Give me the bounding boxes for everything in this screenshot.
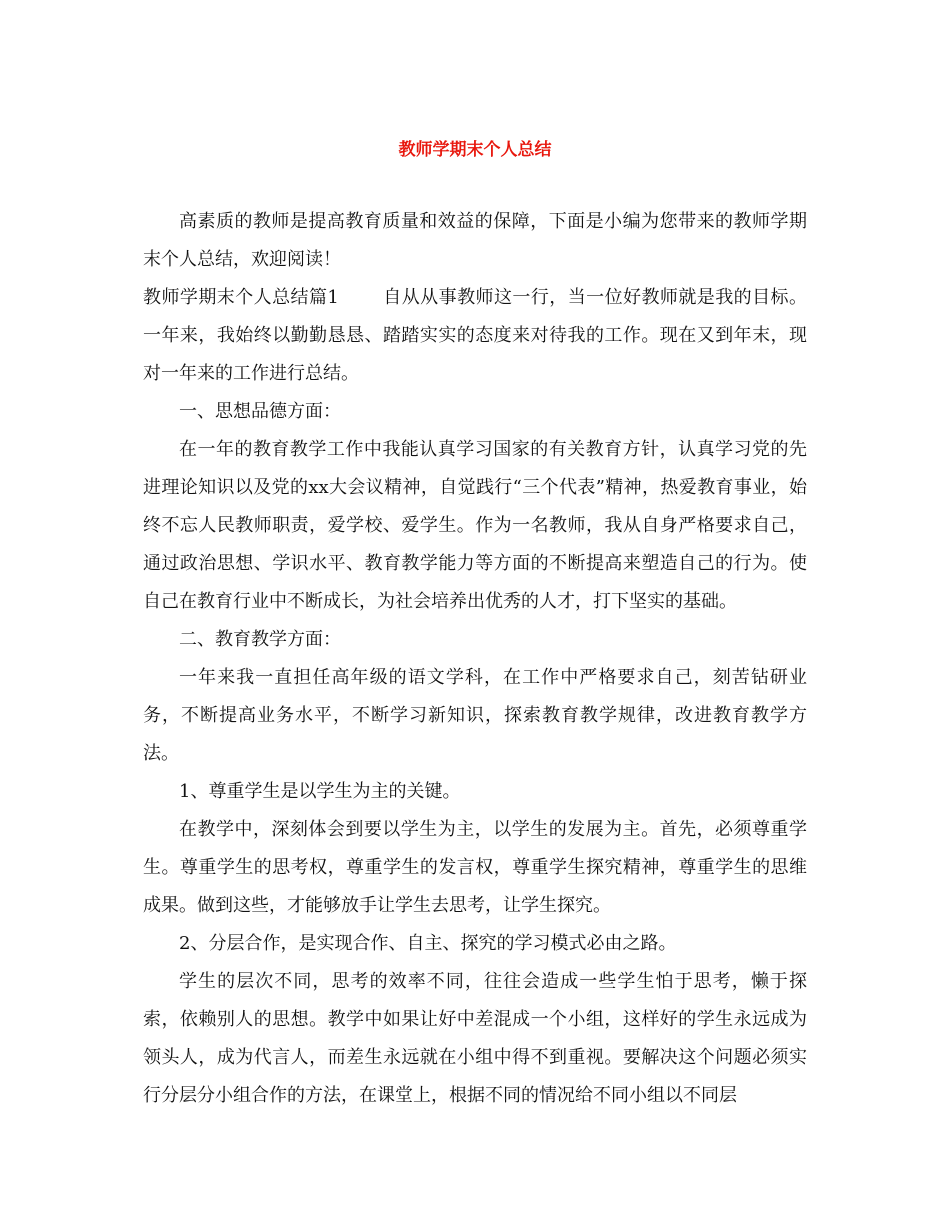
intro-paragraph: 高素质的教师是提高教育质量和效益的保障，下面是小编为您带来的教师学期末个人总结，欢迎阅读！ (143, 211, 807, 270)
point-2-heading: 2、分层合作，是实现合作、自主、探究的学习模式必由之路。 (179, 933, 677, 954)
section-paragraph (143, 279, 807, 393)
paragraph-teaching: 一年来我一直担任高年级的语文学科，在工作中严格要求自己，刻苦钻研业务，不断提高业务水平，不断学习新知识，探索教育教学规律，改进教育教学方法。 (143, 667, 807, 764)
point-1-paragraph: 在教学中，深刻体会到要以学生为主，以学生的发展为主。首先，必须尊重学生。尊重学生的思考权，尊重学生的发言权，尊重学生探究精神，尊重学生的思维成果。做到这些，才能够放手让学生去思考，让学生探究。 (143, 819, 807, 916)
section-heading: 教师学期末个人总结篇1 (143, 287, 339, 308)
paragraph-moral: 在一年的教育教学工作中我能认真学习国家的有关教育方针，认真学习党的先进理论知识以及党的xx大会议精神，自觉践行“三个代表”精神，热爱教育事业，始终不忘人民教师职责，爱学校、爱学生。作为一名教师，我从自身严格要求自己，通过政治思想、学识水平、教育教学能力等方面的不断提高来塑造自己的行为。使自己在教育行业中不断成长，为社会培养出优秀的人才，打下坚实的基础。 (143, 439, 807, 612)
section-first-paragraph: 自从从事教师这一行，当一位好教师就是我的目标。一年来，我始终以勤勤恳恳、踏踏实实的态度来对待我的工作。现在又到年末，现对一年来的工作进行总结。 (143, 287, 807, 384)
heading-moral: 一、思想品德方面： (179, 401, 341, 422)
document-title: 教师学期末个人总结 (398, 140, 552, 160)
point-2-paragraph: 学生的层次不同，思考的效率不同，往往会造成一些学生怕于思考，懒于探索，依赖别人的思想。教学中如果让好中差混成一个小组，这样好的学生永远成为领头人，成为代言人，而差生永远就在小组中得不到重视。要解决这个问题必须实行分层分小组合作的方法，在课堂上，根据不同的情况给不同小组以不同层 (143, 971, 807, 1106)
point-1-heading: 1、尊重学生是以学生为主的关键。 (179, 781, 461, 802)
heading-teaching: 二、教育教学方面： (179, 629, 341, 650)
document-body (143, 203, 807, 1115)
